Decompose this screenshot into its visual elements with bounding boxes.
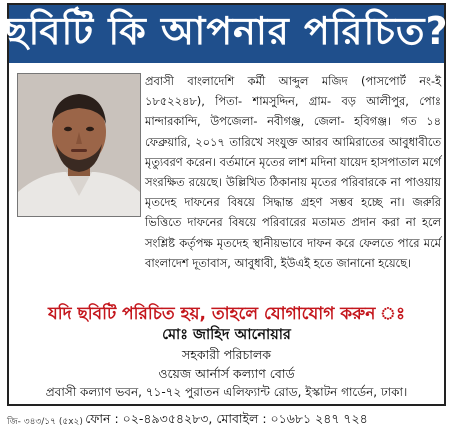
- title: ছবিটি কি আপনার পরিচিত?: [4, 9, 449, 53]
- title-banner: [4, 5, 449, 63]
- contact-headline: যদি ছবিটি পরিচিত হয়, তাহলে যোগাযোগ করুন ঃ: [47, 304, 406, 324]
- contact-organization: ওয়েজ আর্নার্স কল্যাণ বোর্ড: [158, 366, 295, 381]
- notice-box: [4, 3, 449, 406]
- reference-code: জি- ৩৪৩/১৭ (৫x২): [7, 417, 83, 427]
- notice-paragraph-1: প্রবাসী বাংলাদেশি কর্মী আব্দুল মজিদ (পাসপোর্ট নং-ই ১৮৫২২৪৮), পিতা- শামসুদ্দিন, গ্রাম- বড় আলীপুর, পোঃ মান্দারকান্দি, উপজেলা- নবীগঞ্জ, জেলা- হবিগঞ্জ। গত ১৪ ফেব্রুয়ারি, ২০১৭ তারিখে সংযুক্ত আরব আমিরাতের আবুধাবীতে মৃত্যুবরণ করেন। বর্তমানে মৃতের লাশ মদিনা যায়েদ হাসপাতাল মর্গে সংরক্ষিত রয়েছে। উল্লিখিত ঠিকানায় মৃতের পরিবারকে না পাওয়ায় মৃতদেহ দাফনের বিষয়ে সিদ্ধান্ত গ্রহণ সম্ভব হচ্ছে না।: [145, 74, 441, 210]
- notice-body: [145, 71, 441, 273]
- notice-paragraph-2: জরুরি ভিত্তিতে দাফনের বিষয়ে পরিবারের মতামত প্রদান করা না হলে সংশ্লিষ্ট কর্তৃপক্ষ মৃতদেহ স্থানীয়ভাবে দাফন করে ফেলতে পারে মর্মে বাংলাদেশ দূতাবাস, আবুধাবী, ইউএই হতে জানানো হয়েছে।: [145, 195, 441, 270]
- contact-name: মোঃ জাহিদ আনোয়ার: [162, 327, 291, 343]
- person-photo: [17, 73, 141, 217]
- contact-phones: ফোন : ০২-৪৯৩৫৪২৮৩, মোবাইল : ০১৬৮১ ২৪৭ ৭২৪: [85, 411, 368, 426]
- contact-block: [9, 325, 444, 402]
- portrait-image: [18, 74, 140, 216]
- phone-row: [7, 408, 446, 432]
- contact-designation: সহকারী পরিচালক: [182, 347, 271, 362]
- contact-address: প্রবাসী কল্যাণ ভবন, ৭১-৭২ পুরাতন এলিফ্যান্ট রোড, ইস্কাটন গার্ডেন, ঢাকা।: [45, 385, 408, 399]
